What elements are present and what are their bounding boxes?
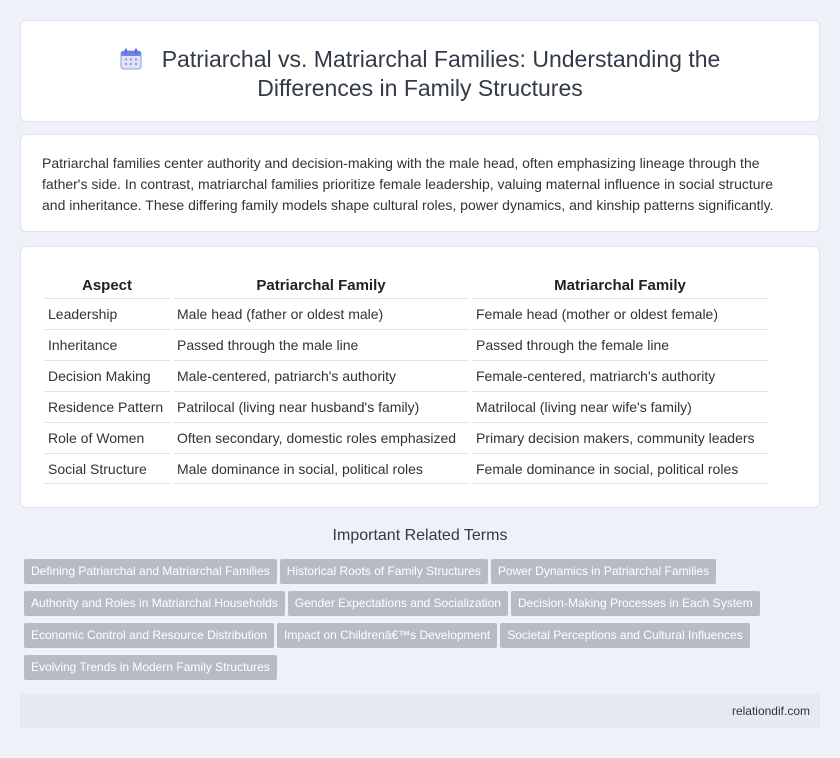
related-term-tag[interactable]: Impact on Childrenâ€™s Development xyxy=(277,623,497,648)
related-term-tag[interactable]: Gender Expectations and Socialization xyxy=(288,591,508,616)
table-cell-patriarchal: Patrilocal (living near husband's family) xyxy=(173,391,469,422)
table-cell-patriarchal: Male dominance in social, political roles xyxy=(173,453,469,484)
page-title: Patriarchal vs. Matriarchal Families: Understanding the Differences in Family Structures xyxy=(161,46,721,101)
table-cell-aspect: Decision Making xyxy=(44,360,170,391)
related-term-tag[interactable]: Historical Roots of Family Structures xyxy=(280,559,488,584)
table-cell-matriarchal: Primary decision makers, community leaders xyxy=(472,422,768,453)
related-term-tag[interactable]: Decision-Making Processes in Each System xyxy=(511,591,760,616)
intro-card xyxy=(20,134,820,232)
table-cell-matriarchal: Passed through the female line xyxy=(472,329,768,360)
related-term-tag[interactable]: Economic Control and Resource Distribution xyxy=(24,623,274,648)
table-row xyxy=(44,329,768,360)
table-cell-aspect: Social Structure xyxy=(44,453,170,484)
tag-row xyxy=(24,559,816,591)
tag-row xyxy=(24,655,816,687)
table-cell-patriarchal: Male head (father or oldest male) xyxy=(173,298,469,329)
comparison-table-card xyxy=(20,246,820,508)
table-row xyxy=(44,298,768,329)
table-row xyxy=(44,422,768,453)
table-cell-matriarchal: Female-centered, matriarch's authority xyxy=(472,360,768,391)
related-term-tag[interactable]: Evolving Trends in Modern Family Structures xyxy=(24,655,277,680)
related-term-tag[interactable]: Power Dynamics in Patriarchal Families xyxy=(491,559,716,584)
column-header-patriarchal: Patriarchal Family xyxy=(256,277,386,294)
table-row xyxy=(44,453,768,484)
related-term-tag[interactable]: Defining Patriarchal and Matriarchal Families xyxy=(24,559,277,584)
comparison-table xyxy=(41,273,771,484)
tag-row xyxy=(24,623,816,655)
table-cell-aspect: Residence Pattern xyxy=(44,391,170,422)
calendar-icon xyxy=(120,48,142,70)
table-cell-patriarchal: Male-centered, patriarch's authority xyxy=(173,360,469,391)
table-cell-matriarchal: Matrilocal (living near wife's family) xyxy=(472,391,768,422)
column-header-aspect: Aspect xyxy=(81,277,133,294)
title-card xyxy=(20,20,820,122)
column-header-matriarchal: Matriarchal Family xyxy=(554,277,686,294)
related-term-tag[interactable]: Authority and Roles in Matriarchal Households xyxy=(24,591,285,616)
table-cell-aspect: Leadership xyxy=(44,298,170,329)
table-header-row xyxy=(44,273,768,298)
footer-site-link[interactable]: relationdif.com xyxy=(731,704,810,718)
table-cell-matriarchal: Female head (mother or oldest female) xyxy=(472,298,768,329)
related-terms-heading: Important Related Terms xyxy=(332,527,508,544)
page-title-wrap xyxy=(21,45,819,103)
tag-row xyxy=(24,591,816,623)
footer xyxy=(20,694,820,728)
related-term-tag[interactable]: Societal Perceptions and Cultural Influences xyxy=(500,623,749,648)
table-cell-aspect: Role of Women xyxy=(44,422,170,453)
intro-paragraph: Patriarchal families center authority and decision-making with the male head, often emphasizing lineage through the father's side. In contrast, matriarchal families prioritize female leadership, valuing maternal influence in social structure and inheritance. These differing family models shape cultural roles, power dynamics, and kinship patterns significantly. xyxy=(42,155,774,213)
table-row xyxy=(44,360,768,391)
table-row xyxy=(44,391,768,422)
table-cell-patriarchal: Passed through the male line xyxy=(173,329,469,360)
table-cell-aspect: Inheritance xyxy=(44,329,170,360)
table-cell-matriarchal: Female dominance in social, political roles xyxy=(472,453,768,484)
table-cell-patriarchal: Often secondary, domestic roles emphasized xyxy=(173,422,469,453)
related-terms-list xyxy=(24,559,816,687)
